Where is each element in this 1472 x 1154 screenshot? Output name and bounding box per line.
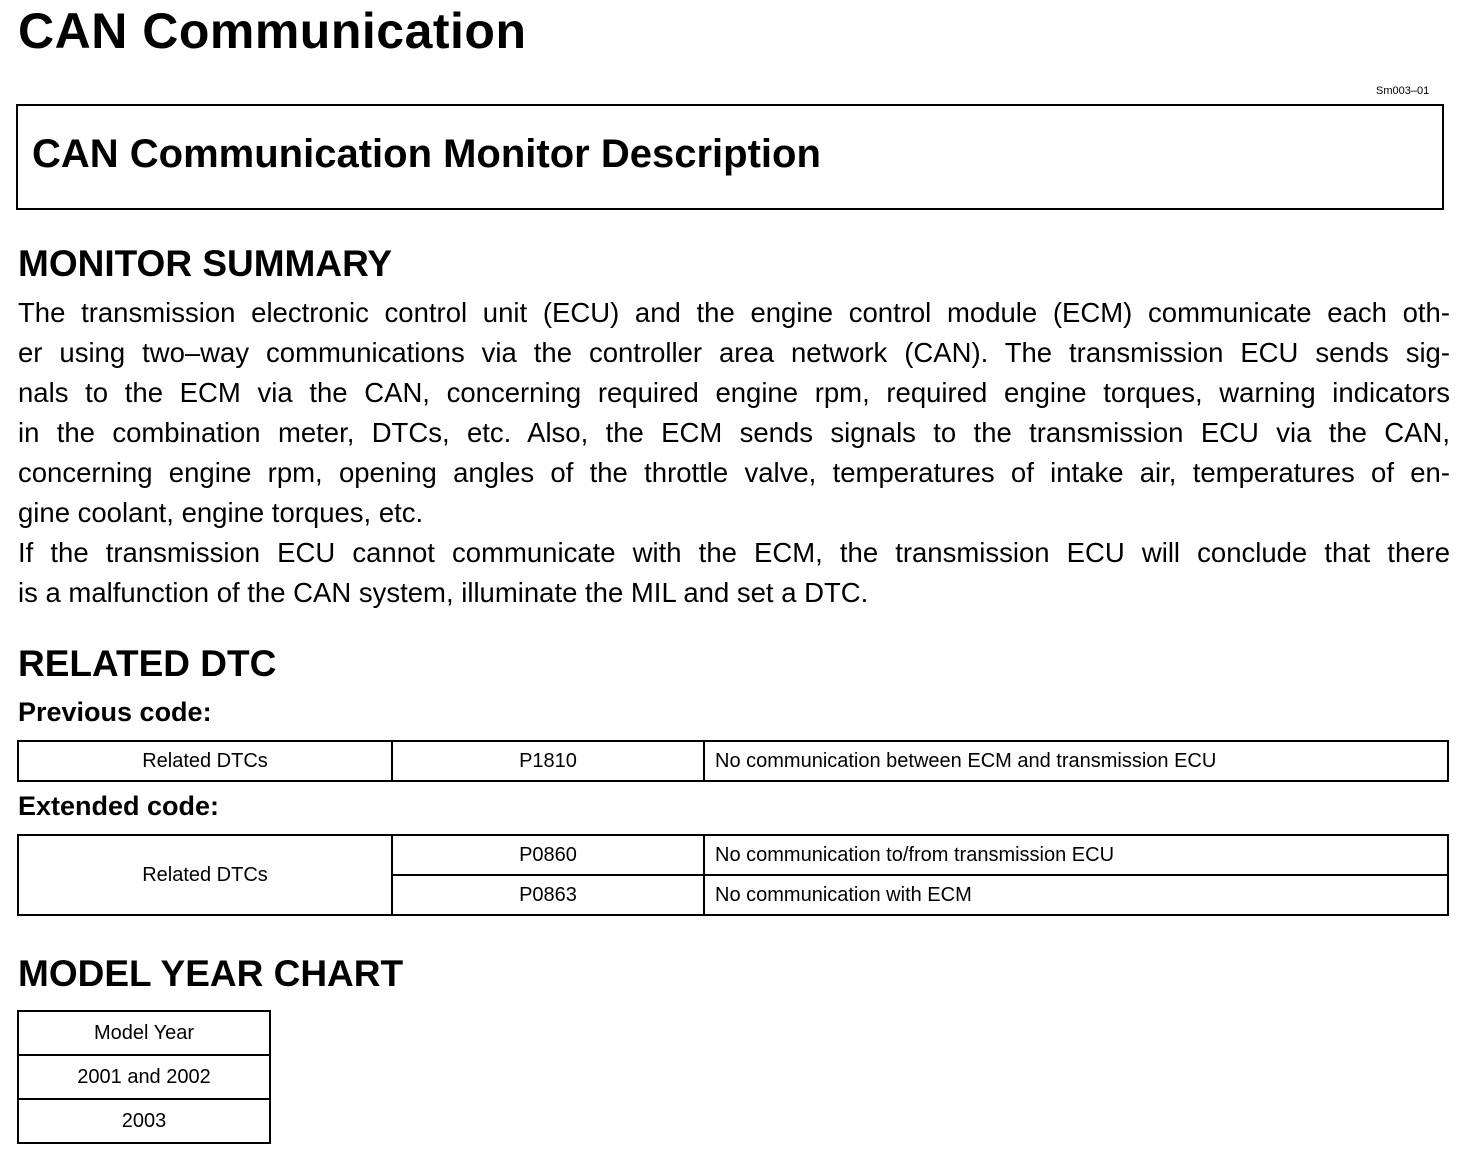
model-year-chart-heading: MODEL YEAR CHART [18,953,404,994]
summary-line: The transmission electronic control unit (ECU) and the engine control module (ECM) communicate each oth- [18,297,1450,328]
table-header-cell: Model Year [18,1011,270,1055]
dtc-description: No communication between ECM and transmission ECU [704,741,1448,781]
previous-code-table [17,740,1449,782]
summary-line: is a malfunction of the CAN system, illuminate the MIL and set a DTC. [18,577,869,608]
related-dtc-heading: RELATED DTC [18,643,277,684]
section-title: CAN Communication Monitor Description [32,132,821,176]
dtc-code: P0863 [392,875,704,915]
extended-code-table [17,834,1449,916]
table-row [18,1099,270,1143]
dtc-description: No communication with ECM [704,875,1448,915]
monitor-summary-heading: MONITOR SUMMARY [18,243,393,284]
page-title: CAN Communication [18,3,527,59]
title-box [16,104,1444,210]
summary-line: concerning engine rpm, opening angles of the throttle valve, temperatures of intake air, temperatures of en- [18,457,1450,488]
model-year-table [17,1010,271,1144]
summary-line: gine coolant, engine torques, etc. [18,497,424,528]
summary-line: er using two–way communications via the controller area network (CAN). The transmission ECU sends sig- [18,337,1450,368]
table-cell: Related DTCs [18,835,392,915]
summary-line: nals to the ECM via the CAN, concerning required engine rpm, required engine torques, warning indicators [18,377,1450,408]
summary-line: in the combination meter, DTCs, etc. Also, the ECM sends signals to the transmission ECU via the CAN, [18,417,1450,448]
dtc-code: P1810 [392,741,704,781]
table-cell: 2003 [18,1099,270,1143]
previous-code-label: Previous code: [18,697,212,727]
dtc-description: No communication to/from transmission ECU [704,835,1448,875]
table-cell: 2001 and 2002 [18,1055,270,1099]
extended-code-label: Extended code: [18,791,220,821]
table-row [18,835,1448,875]
summary-line: If the transmission ECU cannot communicate with the ECM, the transmission ECU will conclude that there [18,537,1450,568]
table-row [18,1055,270,1099]
table-row [18,741,1448,781]
table-cell: Related DTCs [18,741,392,781]
document-code: Sm003–01 [1376,85,1430,97]
table-row [18,1011,270,1055]
dtc-code: P0860 [392,835,704,875]
